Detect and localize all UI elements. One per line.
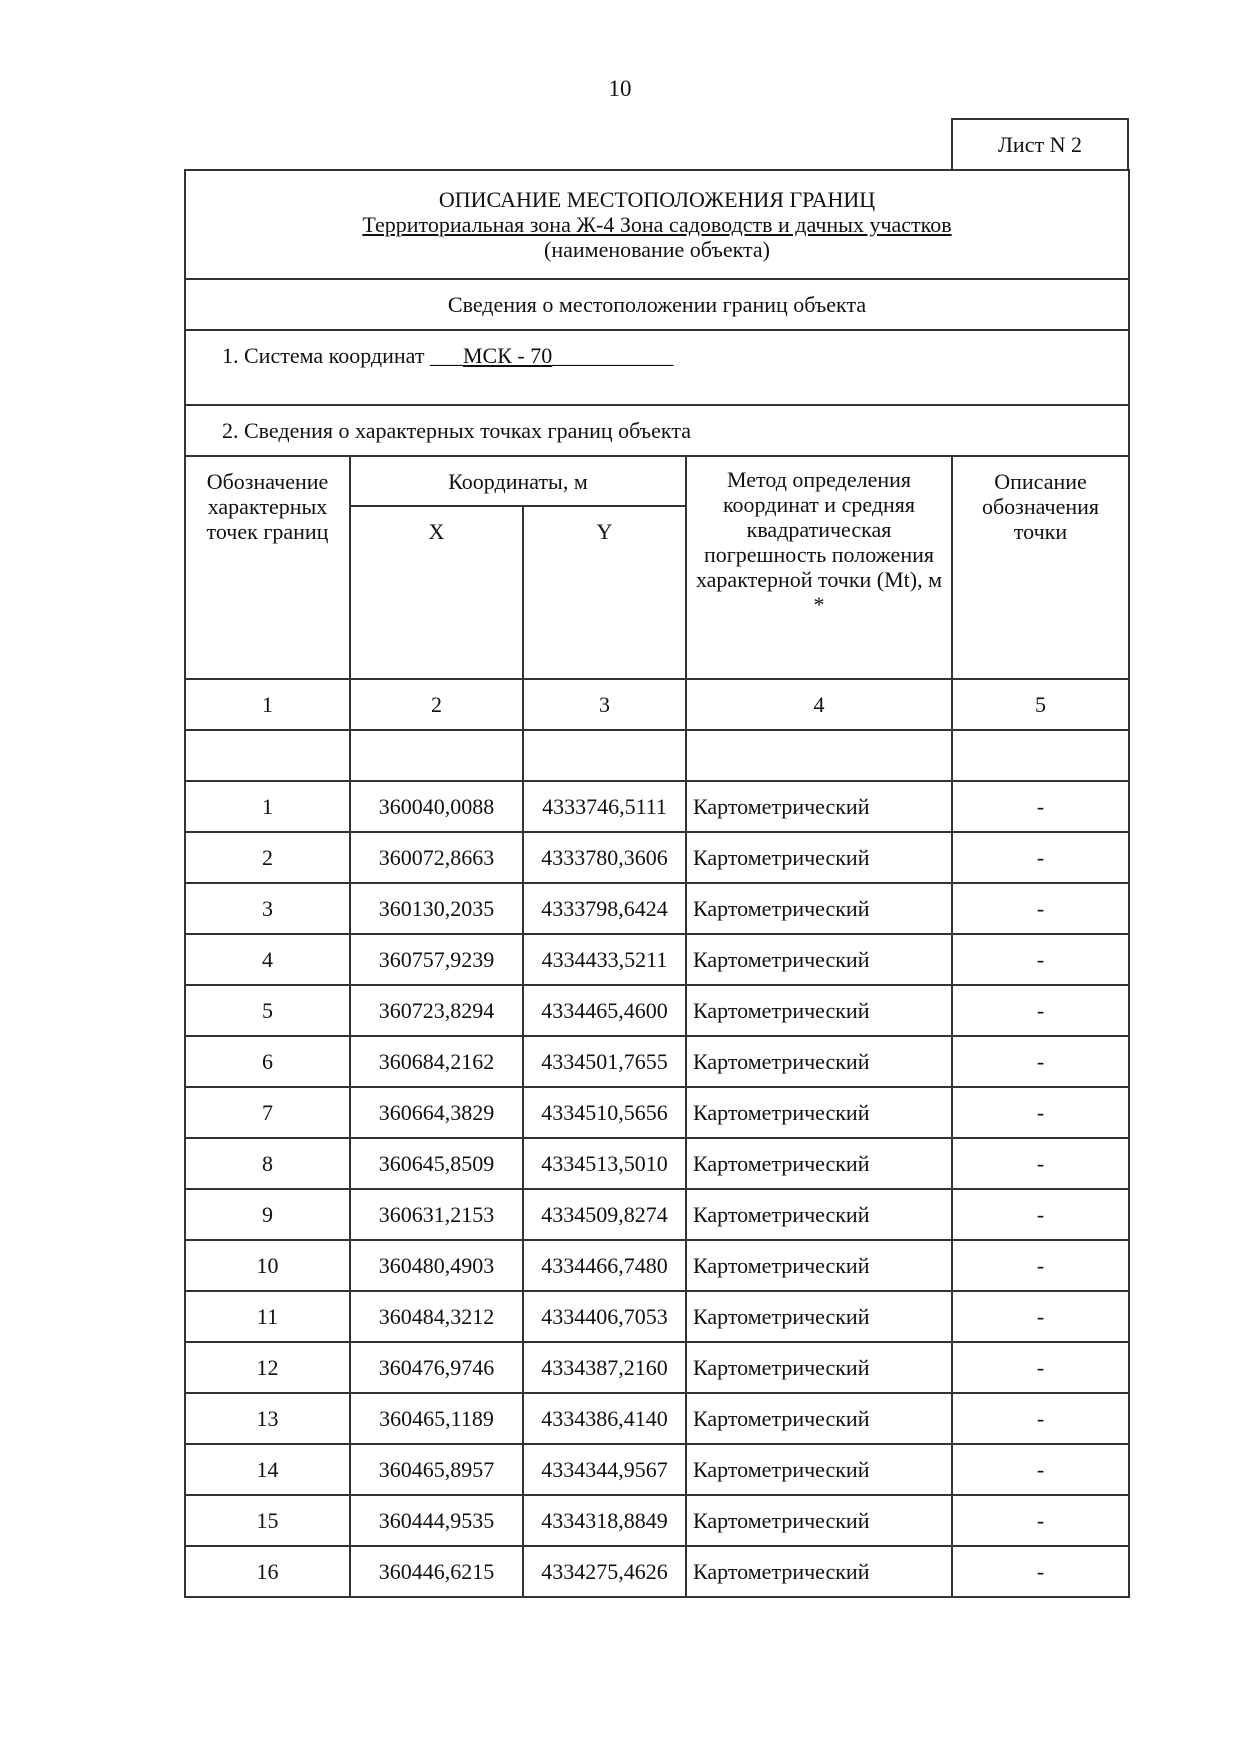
point-number: 10 — [185, 1240, 350, 1291]
coord-x: 360465,8957 — [350, 1444, 523, 1495]
point-description: - — [952, 1495, 1129, 1546]
point-number: 3 — [185, 883, 350, 934]
coord-x: 360444,9535 — [350, 1495, 523, 1546]
coord-y: 4333780,3606 — [523, 832, 686, 883]
coord-system-row — [185, 330, 1129, 405]
page-number: 10 — [608, 76, 632, 101]
section-heading: Сведения о местоположении границ объекта — [185, 279, 1129, 330]
method: Картометрический — [686, 1495, 952, 1546]
coord-x: 360476,9746 — [350, 1342, 523, 1393]
title-cell — [185, 170, 1129, 279]
table-row — [185, 781, 1129, 832]
table-row — [185, 1138, 1129, 1189]
coord-x: 360684,2162 — [350, 1036, 523, 1087]
point-number: 2 — [185, 832, 350, 883]
table-row — [185, 1087, 1129, 1138]
method: Картометрический — [686, 832, 952, 883]
method: Картометрический — [686, 1240, 952, 1291]
coord-x: 360040,0088 — [350, 781, 523, 832]
points-heading: 2. Сведения о характерных точках границ объекта — [185, 405, 1129, 456]
header-coordinates: Координаты, м — [350, 456, 686, 506]
table-row — [185, 1036, 1129, 1087]
col-number: 3 — [523, 679, 686, 730]
point-number: 4 — [185, 934, 350, 985]
coord-y: 4334465,4600 — [523, 985, 686, 1036]
table-row — [185, 934, 1129, 985]
method: Картометрический — [686, 934, 952, 985]
method: Картометрический — [686, 1291, 952, 1342]
table-row — [185, 1189, 1129, 1240]
coord-x: 360757,9239 — [350, 934, 523, 985]
header-x: X — [350, 506, 523, 679]
method: Картометрический — [686, 1444, 952, 1495]
point-number: 13 — [185, 1393, 350, 1444]
coord-y: 4334501,7655 — [523, 1036, 686, 1087]
coord-x: 360664,3829 — [350, 1087, 523, 1138]
coord-x: 360723,8294 — [350, 985, 523, 1036]
point-description: - — [952, 1342, 1129, 1393]
sheet-label: Лист N 2 — [951, 118, 1129, 170]
table-row — [185, 1546, 1129, 1597]
coord-y: 4334510,5656 — [523, 1087, 686, 1138]
method: Картометрический — [686, 1342, 952, 1393]
coord-y: 4334387,2160 — [523, 1342, 686, 1393]
coord-y: 4334433,5211 — [523, 934, 686, 985]
method: Картометрический — [686, 1393, 952, 1444]
point-description: - — [952, 1393, 1129, 1444]
col-number: 1 — [185, 679, 350, 730]
point-description: - — [952, 1546, 1129, 1597]
point-number: 11 — [185, 1291, 350, 1342]
coord-x: 360072,8663 — [350, 832, 523, 883]
coord-x: 360465,1189 — [350, 1393, 523, 1444]
point-description: - — [952, 1087, 1129, 1138]
coord-y: 4333798,6424 — [523, 883, 686, 934]
method: Картометрический — [686, 1189, 952, 1240]
point-number: 8 — [185, 1138, 350, 1189]
point-description: - — [952, 1189, 1129, 1240]
coord-y: 4334466,7480 — [523, 1240, 686, 1291]
document-title: ОПИСАНИЕ МЕСТОПОЛОЖЕНИЯ ГРАНИЦ — [438, 187, 876, 212]
point-number: 12 — [185, 1342, 350, 1393]
col-number: 5 — [952, 679, 1129, 730]
coord-system-value: МСК - 70 — [462, 343, 553, 368]
point-number: 16 — [185, 1546, 350, 1597]
method: Картометрический — [686, 1036, 952, 1087]
point-description: - — [952, 985, 1129, 1036]
object-caption: (наименование объекта) — [544, 237, 770, 262]
method: Картометрический — [686, 1138, 952, 1189]
point-description: - — [952, 1138, 1129, 1189]
coord-x: 360480,4903 — [350, 1240, 523, 1291]
coord-x: 360645,8509 — [350, 1138, 523, 1189]
point-number: 1 — [185, 781, 350, 832]
coord-y: 4334344,9567 — [523, 1444, 686, 1495]
coord-y: 4334386,4140 — [523, 1393, 686, 1444]
coord-y: 4334513,5010 — [523, 1138, 686, 1189]
point-description: - — [952, 1444, 1129, 1495]
point-number: 5 — [185, 985, 350, 1036]
point-description: - — [952, 781, 1129, 832]
col-number: 4 — [686, 679, 952, 730]
col-number: 2 — [350, 679, 523, 730]
empty-row — [185, 730, 1129, 781]
header-description: Описание обозначения точки — [952, 456, 1129, 679]
table-row — [185, 832, 1129, 883]
coord-y: 4334406,7053 — [523, 1291, 686, 1342]
coord-y: 4334509,8274 — [523, 1189, 686, 1240]
point-description: - — [952, 934, 1129, 985]
method: Картометрический — [686, 883, 952, 934]
method: Картометрический — [686, 985, 952, 1036]
method: Картометрический — [686, 1087, 952, 1138]
point-description: - — [952, 832, 1129, 883]
point-number: 6 — [185, 1036, 350, 1087]
coord-x: 360484,3212 — [350, 1291, 523, 1342]
point-description: - — [952, 1036, 1129, 1087]
coord-y: 4334275,4626 — [523, 1546, 686, 1597]
table-row — [185, 1240, 1129, 1291]
header-point-designation: Обозначение характерных точек границ — [185, 456, 350, 679]
point-description: - — [952, 1240, 1129, 1291]
table-row — [185, 1291, 1129, 1342]
table-row — [185, 1342, 1129, 1393]
table-row — [185, 883, 1129, 934]
coord-y: 4333746,5111 — [523, 781, 686, 832]
coord-system-label: 1. Система координат ___ — [222, 343, 463, 368]
table-row — [185, 985, 1129, 1036]
point-number: 9 — [185, 1189, 350, 1240]
point-number: 7 — [185, 1087, 350, 1138]
header-y: Y — [523, 506, 686, 679]
point-number: 15 — [185, 1495, 350, 1546]
point-description: - — [952, 883, 1129, 934]
method: Картометрический — [686, 781, 952, 832]
method: Картометрический — [686, 1546, 952, 1597]
coord-y: 4334318,8849 — [523, 1495, 686, 1546]
coord-x: 360130,2035 — [350, 883, 523, 934]
table-row — [185, 1495, 1129, 1546]
object-name: Территориальная зона Ж-4 Зона садоводств и дачных участков — [362, 212, 952, 237]
coord-x: 360446,6215 — [350, 1546, 523, 1597]
boundary-table — [184, 169, 1130, 1598]
coord-x: 360631,2153 — [350, 1189, 523, 1240]
table-row — [185, 1444, 1129, 1495]
point-description: - — [952, 1291, 1129, 1342]
coord-system-trail: ___________ — [552, 343, 674, 368]
header-method: Метод определения координат и средняя квадратическая погрешность положения характерной точки (Mt), м * — [686, 456, 952, 679]
point-number: 14 — [185, 1444, 350, 1495]
table-row — [185, 1393, 1129, 1444]
